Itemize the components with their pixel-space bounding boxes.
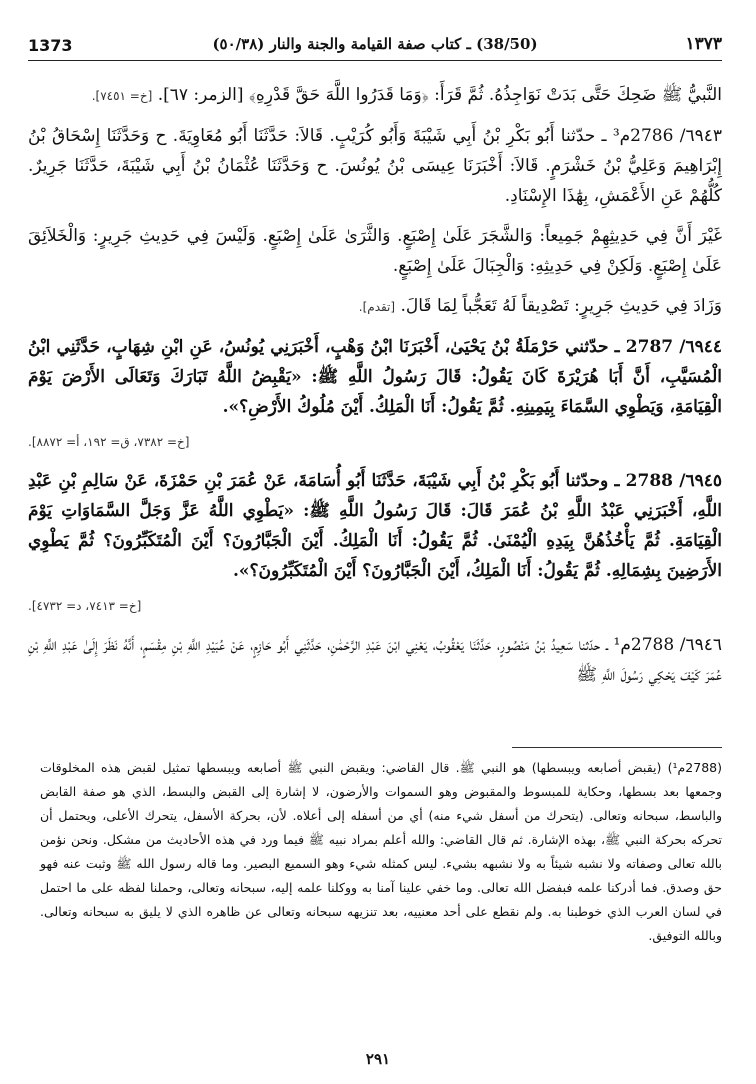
hadith-paragraph [28, 121, 722, 211]
cross-reference: [خ= ٧٣٨٢، ق= ١٩٢، أ= ٨٨٧٢]. [28, 435, 190, 449]
cross-reference-line [28, 432, 722, 452]
hadith-paragraph [28, 332, 722, 422]
page-number-footer: ٢٩١ [365, 1050, 391, 1068]
running-title: (38/50) ـ كتاب صفة القيامة والجنة والنار (٥٠/٣٨) [212, 35, 538, 53]
cross-reference: [خ= ٧٤٥١]. [91, 89, 153, 103]
paragraph-text: غَيْرَ أَنَّ فِي حَدِيثِهِمْ جَمِيعاً: وَالشَّجَرَ عَلَىٰ إِصْبَعٍ. وَالثَّرَىٰ عَلَىٰ إِصْبَعٍ. وَلَيْسَ فِي حَدِيثِ جَرِيرٍ: وَالْخَلاَئِقَ عَلَىٰ إِصْبَعٍ. وَلَكِنْ فِي حَدِيثِهِ: وَالْجِبَالَ عَلَىٰ إِصْبَعٍ. [28, 226, 722, 276]
hadith-paragraph [28, 221, 722, 281]
paragraph-text: ٦٩٤٦/ 2788م¹ ـ حدّثنا سَعِيدُ بْنُ مَنْصُورٍ، حَدَّثَنَا يَعْقُوبُ، يَعْنِي ابْنَ عَبْدِ الرَّحْمَٰنِ، حَدَّثَنِي أَبُو حَازِمٍ، عَنْ عُبَيْدِ اللَّهِ بْنِ مِقْسَمٍ، أَنَّهُ نَظَرَ إِلَىٰ عَبْدِ اللَّهِ بْنِ عُمَرَ كَيْفَ يَحْكِي رَسُولَ اللَّهِ ﷺ [28, 635, 722, 685]
paragraph-text: ٦٩٤٥/ 2788 ـ وحدّثنا أَبُو بَكْرِ بْنُ أَبِي شَيْبَةَ، حَدَّثَنَا أَبُو أُسَامَةَ، عَنْ عُمَرَ بْنِ حَمْزَةَ، عَنْ سَالِمِ بْنِ عَبْدِ اللَّهِ، أَخْبَرَنِي عَبْدُ اللَّهِ بْنُ عُمَرَ قَالَ: قَالَ رَسُولُ اللَّهِ ﷺ: «يَطْوِي اللَّهُ عَزَّ وَجَلَّ السَّمَاوَاتِ يَوْمَ الْقِيَامَةِ. ثُمَّ يَأْخُذُهُنَّ بِيَدِهِ الْيُمْنَىٰ. ثُمَّ يَقُولُ: أَنَا الْمَلِكُ. أَيْنَ الْجَبَّارُونَ؟ أَيْنَ الْمُتَكَبِّرُونَ؟ ثُمَّ يَطْوِي الأَرَضِينَ بِشِمَالِهِ. ثُمَّ يَقُولُ: أَنَا الْمَلِكُ، أَيْنَ الْجَبَّارُونَ؟ أَيْنَ الْمُتَكَبِّرُونَ؟». [28, 471, 722, 581]
cross-reference: [تقدم]. [358, 300, 396, 314]
hadith-paragraph [28, 466, 722, 586]
footnote-divider [512, 747, 722, 748]
paragraph-text: ٦٩٤٤/ 2787 ـ حدّثني حَرْمَلَةُ بْنُ يَحْيَىٰ، أَخْبَرَنَا ابْنُ وَهْبٍ، أَخْبَرَنِي يُونُسُ، عَنِ ابْنِ شِهَابٍ، حَدَّثَنِي ابْنُ الْمُسَيَّبِ، أَنَّ أَبَا هُرَيْرَةَ كَانَ يَقُولُ: قَالَ رَسُولُ اللَّهِ ﷺ: «يَقْبِضُ اللَّهُ تَبَارَكَ وَتَعَالَى الأَرْضَ يَوْمَ الْقِيَامَةِ، وَيَطْوِي السَّمَاءَ بِيَمِينِهِ. ثُمَّ يَقُولُ: أَنَا الْمَلِكُ. أَيْنَ مُلُوكُ الأَرْضِ؟». [28, 337, 722, 417]
hadith-paragraph [28, 291, 722, 322]
page-number-arabic: ١٣٧٣ [685, 34, 722, 54]
page-number-latin: 1373 [28, 36, 73, 55]
paragraph-text: وَزَادَ فِي حَدِيثِ جَرِيرٍ: تَصْدِيقاً لَهُ تَعَجُّباً لِمَا قَالَ. [400, 296, 722, 316]
paragraph-text: النَّبيُّ ﷺ ضَحِكَ حَتَّى بَدَتْ نَوَاجِذُهُ. ثُمَّ قَرَأَ: ﴿وَمَا قَدَرُوا اللَّهَ حَقَّ قَدْرِهِ﴾ [الزمر: ٦٧]. [157, 85, 722, 105]
paragraph-text: ٦٩٤٣/ 2786م³ ـ حدّثنا أَبُو بَكْرِ بْنُ أَبِي شَيْبَةَ وَأَبُو كُرَيْبٍ. قَالاَ: حَدَّثَنَا أَبُو مُعَاوِيَةَ. ح وَحَدَّثَنَا إِسْحَاقُ بْنُ إِبْرَاهِيمَ وَعَلِيُّ بْنُ خَشْرَمٍ. قَالاَ: أَخْبَرَنَا عِيسَى بْنُ يُونُسَ. ح وَحَدَّثَنَا عُثْمَانُ بْنُ أَبِي شَيْبَةَ، حَدَّثَنَا جَرِيرٌ. كُلُّهُمْ عَنِ الأَعْمَشِ، بِهَٰذَا الإِسْنَادِ. [28, 126, 722, 206]
hadith-paragraph [28, 630, 722, 690]
page-header [28, 30, 722, 61]
footnote: (2788م¹) (يقبض أصابعه ويبسطها) هو النبي ﷺ. قال القاضي: ويقبض النبي ﷺ أصابعه ويبسطها تمثيل لقبض هذه المخلوقات وجمعها بعد بسطها، وحكاية للمبسوط والمقبوض وهو السموات والأرضون، لا إشارة إلى القبض والبسط، الذي هو صفة القابض والباسط، سبحانه وتعالى. (يتحرك من أسفل شيء منه) أي من أسفله إلى أعلاه. لأن، بحركة الأسفل، يتحرك الأعلى، ويحتمل أن تحركه بحركة النبي ﷺ، بهذه الإشارة. ثم قال القاضي: والله أعلم بمراد نبيه ﷺ فيما ورد في هذه الأحاديث من مشكل. ونحن نؤمن بالله تعالى وصفاته ولا نشبه شيئاً به ولا نشبهه بشيء. ليس كمثله شيء وهو السميع البصير. وما قاله رسول الله ﷺ وثبت عنه فهو حق وصدق. فما أدركنا علمه فبفضل الله تعالى. وما خفي علينا آمنا به ووكلنا علمه إليه، سبحانه وتعالى، وحملنا لفظه على ما احتمل في لسان العرب الذي خوطبنا به. ولم نقطع على أحد معنييه، بعد تنزيهه سبحانه وتعالى عن ظاهره الذي لا يليق به سبحانه وتعالى. وبالله التوفيق. [40, 760, 722, 943]
cross-reference: [خ= ٧٤١٣، د= ٤٧٣٢]. [28, 599, 142, 613]
hadith-paragraph [28, 80, 722, 111]
cross-reference-line [28, 596, 722, 616]
main-text [28, 80, 722, 700]
